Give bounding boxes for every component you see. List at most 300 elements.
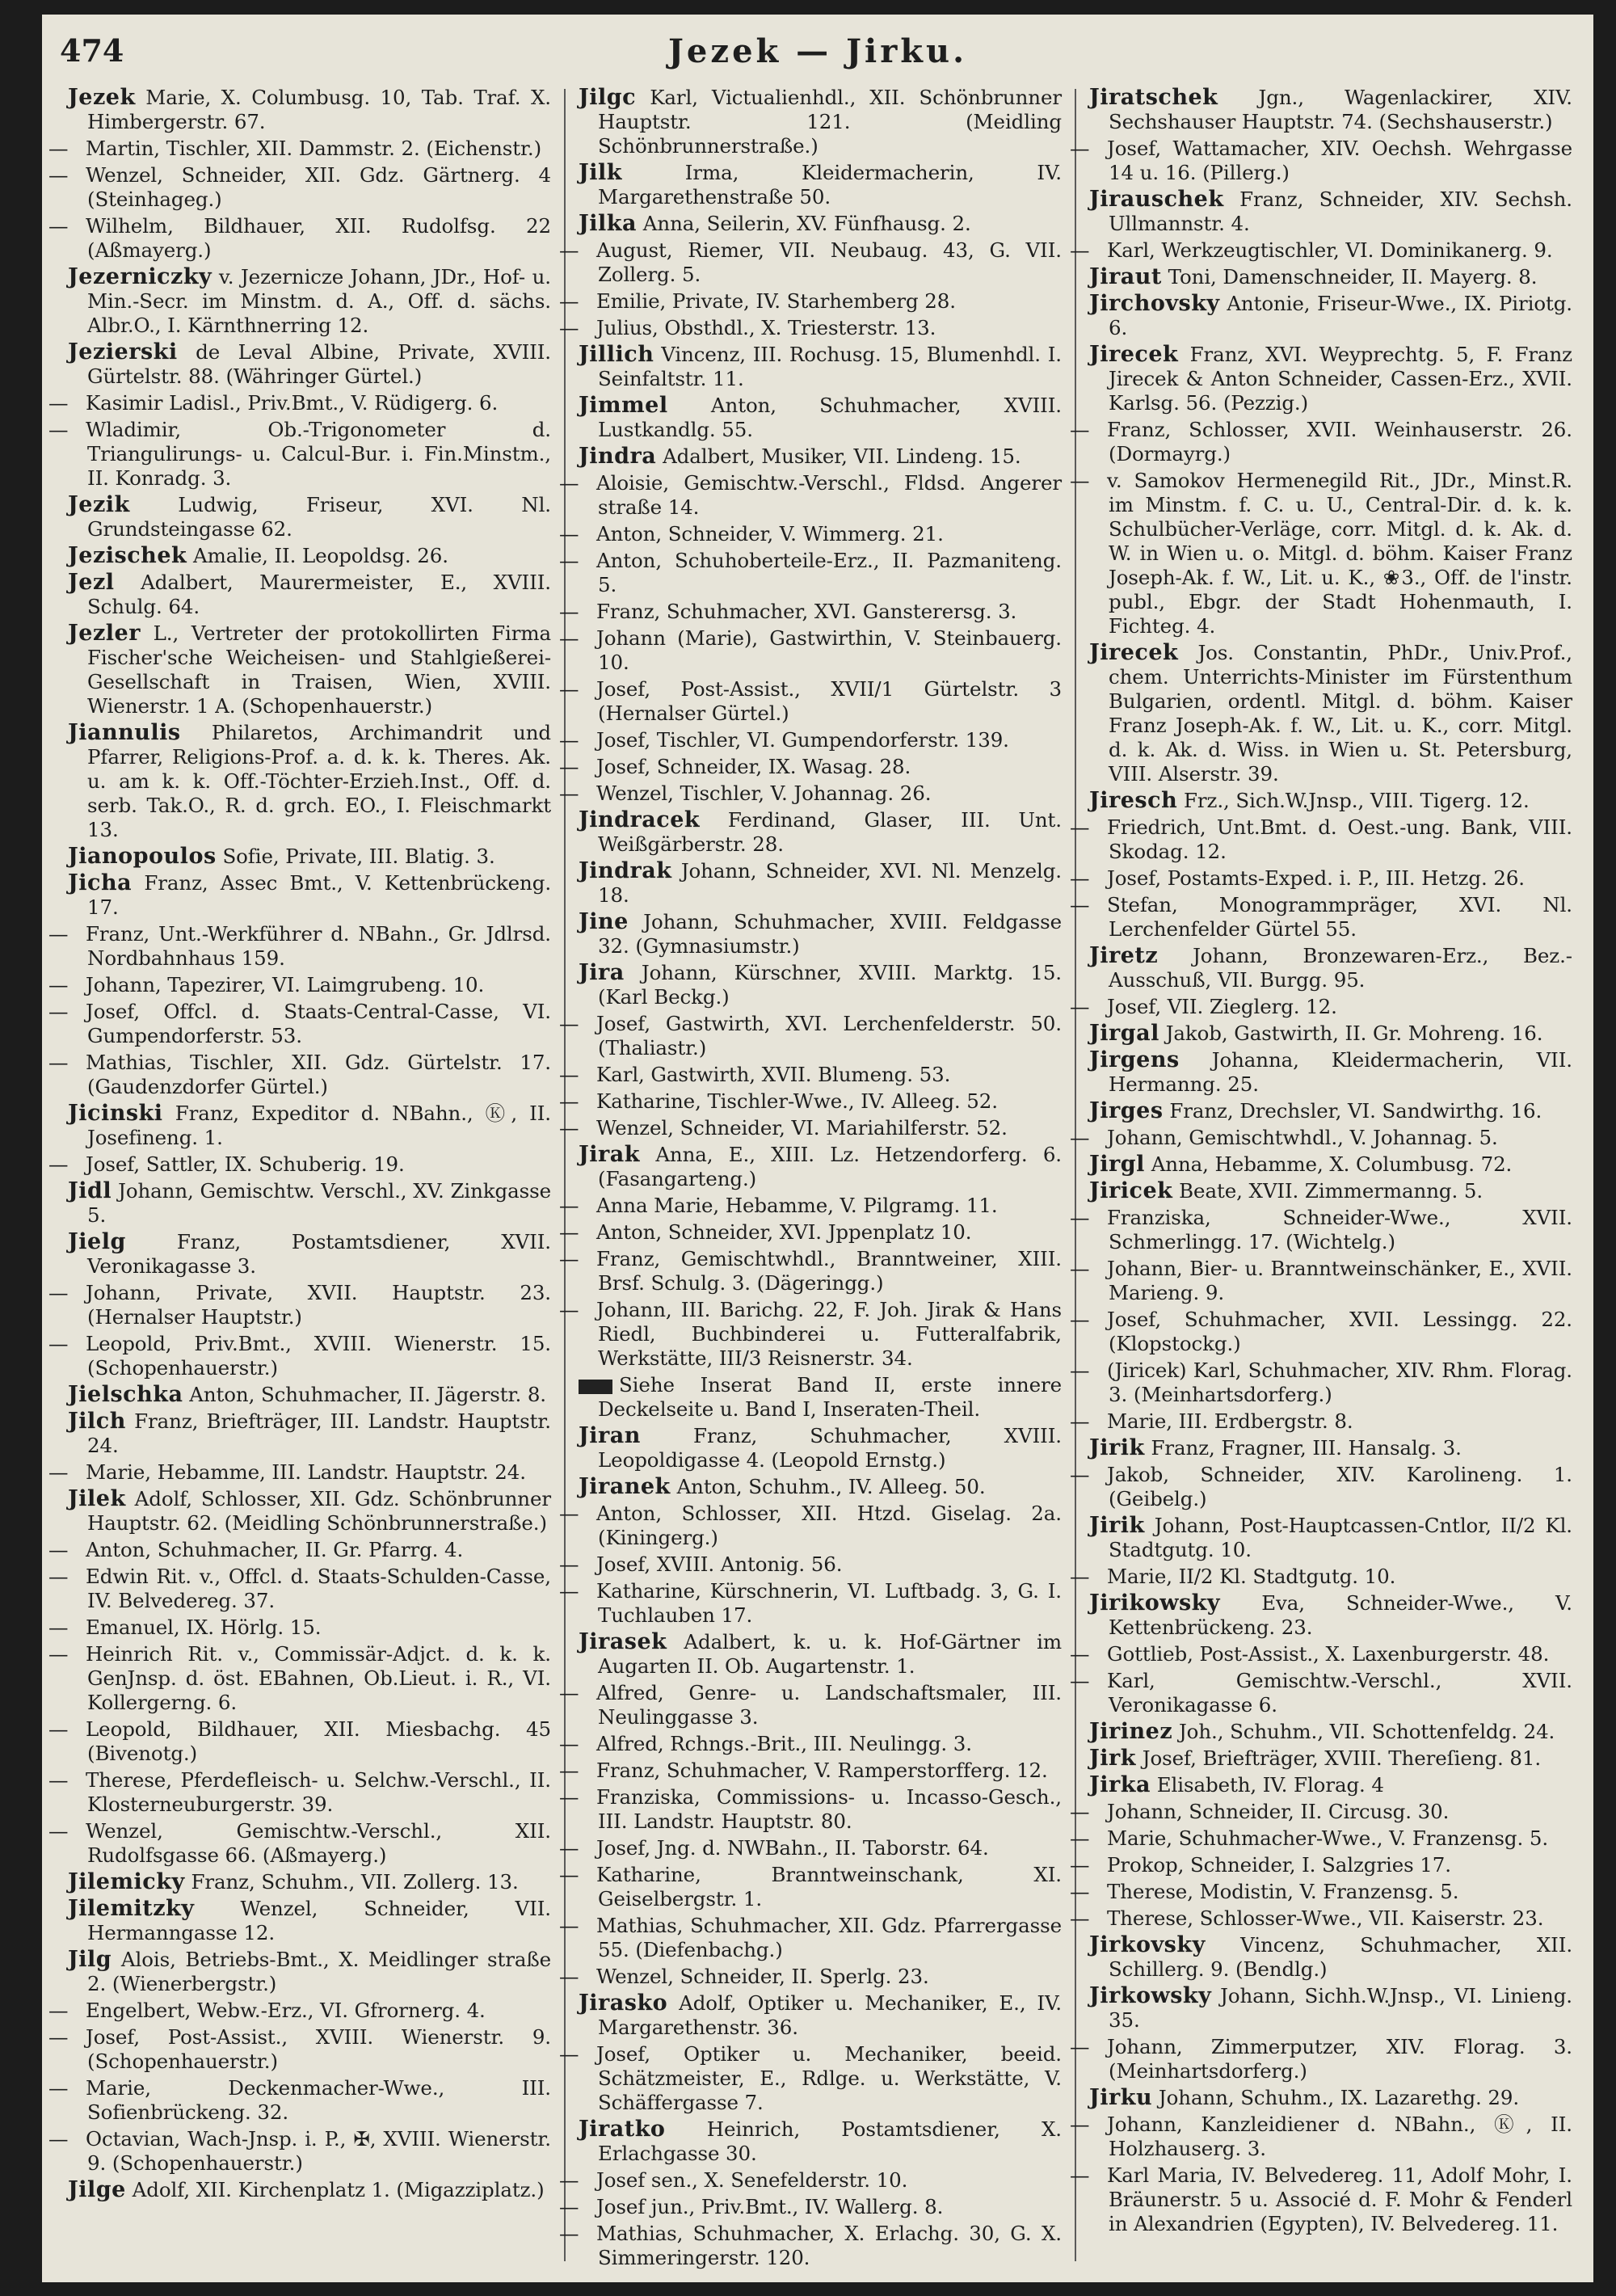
entry-text: Josef, Postamts-Exped. i. P., III. Hetzg. 26. [1107, 866, 1525, 890]
entry-text: Josef, XVIII. Antonig. 56. [596, 1552, 843, 1576]
entry-text: Josef, VII. Zieglerg. 12. [1107, 995, 1337, 1018]
entry-surname: Jiresch [1089, 788, 1178, 813]
directory-subentry [559, 1732, 1062, 1756]
entry-surname: Jindra [579, 444, 657, 469]
directory-subentry [48, 1616, 551, 1640]
entry-text: Irma, Kleidermacherin, IV. Margarethenstraße 50. [598, 161, 1062, 209]
entry-text: Philaretos, Archimandrit und Pfarrer, Religions-Prof. a. d. k. k. Theres. Ak. u. am k. k. Off.-Töchter-Erzieh.Inst., Off. d. serb. Tak.O., R. d. grch. EO., I. Fleischmarkt 13. [87, 721, 551, 841]
entry-text: Engelbert, Webw.-Erz., VI. Gfrornerg. 4. [86, 1999, 486, 2022]
directory-subentry [559, 1965, 1062, 1989]
pointing-hand-icon [579, 1380, 612, 1394]
entry-text: Prokop, Schneider, I. Salzgries 17. [1107, 1853, 1451, 1877]
entry-text: Johann, Schneider, XVI. Nl. Menzelg. 18. [598, 859, 1062, 907]
directory-subentry [559, 1194, 1062, 1218]
ditto-dash: — [1070, 1642, 1090, 1666]
entry-text: Therese, Schlosser-Wwe., VII. Kaiserstr. 23. [1107, 1906, 1544, 1930]
ditto-dash: — [559, 1089, 579, 1113]
entry-text: Johann, Bronzewaren-Erz., Bez.-Ausschuß, VII. Burgg. 95. [1109, 944, 1572, 992]
ditto-dash: — [1070, 893, 1090, 916]
page-number: 474 [60, 32, 124, 69]
entry-surname: Jiannulis [68, 720, 181, 745]
entry-text: Josef, Briefträger, XVIII. Thereſieng. 81. [1142, 1746, 1542, 1770]
directory-entry [68, 845, 551, 869]
entry-surname: Jielg [68, 1229, 126, 1254]
directory-subentry [1070, 2113, 1572, 2161]
entry-text: Vincenz, III. Rochusg. 15, Blumenhdl. I. Seinfaltstr. 11. [598, 343, 1062, 390]
entry-text: Karl, Werkzeugtischler, VI. Dominikanerg. 9. [1107, 238, 1553, 262]
entry-text: Frz., Sich.W.Jnsp., VIII. Tigerg. 12. [1184, 789, 1530, 812]
entry-surname: Jirik [1089, 1513, 1145, 1538]
directory-entry [1089, 1933, 1572, 1982]
entry-text: Josef jun., Priv.Bmt., IV. Wallerg. 8. [596, 2195, 944, 2218]
entry-surname: Jirgl [1089, 1152, 1145, 1177]
directory-entry [579, 961, 1062, 1009]
entry-text: Johann, Schneider, II. Circusg. 30. [1107, 1800, 1450, 1823]
directory-subentry [559, 1116, 1062, 1140]
entry-text: Therese, Pferdefleisch- u. Selchw.-Verschl., II. Klosterneuburgerstr. 39. [86, 1768, 551, 1816]
ditto-dash: — [48, 1999, 69, 2022]
entry-text: Friedrich, Unt.Bmt. d. Oest.-ung. Bank, VIII. Skodag. 12. [1107, 815, 1572, 863]
entry-text: Josef, Wattamacher, XIV. Oechsh. Wehrgasse 14 u. 16. (Pillerg.) [1107, 137, 1572, 184]
directory-subentry [1070, 1126, 1572, 1150]
directory-entry [68, 265, 551, 338]
entry-surname: Jirak [579, 1142, 640, 1167]
entry-text: Marie, Schuhmacher-Wwe., V. Franzensg. 5. [1107, 1826, 1549, 1850]
entry-surname: Jine [579, 909, 629, 934]
directory-entry [68, 871, 551, 920]
entry-text: v. Jezernicze Johann, JDr., Hof- u. Min.-Secr. im Minstm. d. A., Off. d. sächs. Albr.O., I. Kärnthnerring 12. [87, 265, 551, 337]
directory-subentry [1070, 1669, 1572, 1717]
entry-surname: Jilg [68, 1947, 112, 1972]
entry-text: Johann, III. Barichg. 22, F. Joh. Jirak & Hans Riedl, Buchbinderei u. Futteralfabrik, Werkstätte, III/3 Reisnerstr. 34. [596, 1298, 1062, 1370]
directory-entry [1089, 1048, 1572, 1097]
entry-text: Wenzel, Schneider, VI. Mariahilferstr. 52. [596, 1116, 1008, 1140]
entry-surname: Jirkovsky [1089, 1932, 1206, 1957]
entry-surname: Jezl [68, 570, 115, 595]
entry-text: Alfred, Rchngs.-Brit., III. Neulingg. 3. [596, 1732, 972, 1755]
directory-subentry [48, 1152, 551, 1177]
entry-surname: Jilemitzky [68, 1896, 195, 1921]
entry-surname: Jilka [579, 211, 637, 236]
entry-surname: Jianopoulos [68, 844, 217, 869]
directory-subentry [1070, 2163, 1572, 2236]
ditto-dash: — [559, 1785, 579, 1809]
entry-text: Therese, Modistin, V. Franzensg. 5. [1107, 1880, 1459, 1903]
entry-text: Ferdinand, Glaser, III. Unt. Weißgärberstr. 28. [598, 808, 1062, 856]
directory-subentry [1070, 238, 1572, 263]
entry-surname: Jirikowsky [1089, 1590, 1221, 1616]
entry-text: Franz, XVI. Weyprechtg. 5, F. Franz Jirecek & Anton Schneider, Cassen-Erz., XVII. Karlsg. 56. (Pezzig.) [1109, 343, 1572, 415]
directory-entry [68, 1897, 551, 1945]
entry-surname: Jicha [68, 870, 133, 895]
entry-surname: Jirasko [579, 1991, 668, 2016]
ditto-dash: — [559, 1063, 579, 1086]
directory-subentry [1070, 893, 1572, 942]
ditto-dash: — [559, 2042, 579, 2066]
entry-surname: Jiricek [1089, 1178, 1173, 1203]
entry-text: Josef, Optiker u. Mechaniker, beeid. Schätzmeister, E., Rdlge. u. Werkstätte, V. Schäffergasse 7. [596, 2042, 1062, 2114]
entry-text: Octavian, Wach-Jnsp. i. P., ✠, XVIII. Wienerstr. 9. (Schopenhauerstr.) [86, 2127, 551, 2175]
entry-text: Josef, Offcl. d. Staats-Central-Casse, VI. Gumpendorferstr. 53. [86, 1000, 551, 1047]
entry-text: Johann, Kürschner, XVIII. Marktg. 15. (Karl Beckg.) [598, 961, 1062, 1009]
directory-subentry [1070, 418, 1572, 466]
entry-text: Alois, Betriebs-Bmt., X. Meidlinger straße 2. (Wienerbergstr.) [87, 1948, 552, 1995]
directory-column-3 [1070, 85, 1573, 2239]
entry-text: Adalbert, Maurermeister, E., XVIII. Schulg. 64. [87, 571, 551, 618]
entry-text: Heinrich Rit. v., Commissär-Adjct. d. k. k. GenJnsp. d. öst. EBahnen, Ob.Lieut. i. R., VI. Kollergerng. 6. [86, 1642, 551, 1714]
entry-surname: Jirk [1089, 1746, 1136, 1771]
entry-surname: Jezerniczky [68, 264, 213, 289]
entry-surname: Jiratko [579, 2117, 666, 2142]
entry-text: Siehe Inserat Band II, erste innere Deckelseite u. Band I, Inseraten-Theil. [598, 1373, 1062, 1421]
entry-text: Adolf, Optiker u. Mechaniker, E., IV. Margarethenstr. 36. [598, 1991, 1062, 2039]
entry-text: Emilie, Private, IV. Starhemberg 28. [596, 289, 956, 313]
directory-page [42, 15, 1593, 2282]
directory-entry [1089, 2086, 1572, 2110]
ditto-dash: — [559, 781, 579, 805]
directory-entry [1089, 1152, 1572, 1177]
entry-text: Franz, Expeditor d. NBahn., Ⓚ, II. Josefineng. 1. [87, 1102, 551, 1149]
ditto-dash: — [559, 289, 579, 313]
directory-subentry [559, 1012, 1062, 1060]
directory-subentry [559, 1552, 1062, 1577]
directory-subentry [48, 1332, 551, 1380]
directory-subentry [559, 2042, 1062, 2115]
ditto-dash: — [559, 1579, 579, 1603]
directory-subentry [559, 522, 1062, 546]
ditto-dash: — [48, 1152, 69, 1176]
directory-entry [68, 721, 551, 842]
entry-text: Johann (Marie), Gastwirthin, V. Steinbauerg. 10. [596, 626, 1062, 674]
directory-entry [68, 571, 551, 619]
ditto-dash: — [1070, 1308, 1090, 1331]
directory-subentry [48, 1642, 551, 1715]
entry-text: Anton, Schneider, XVI. Jppenplatz 10. [596, 1220, 972, 1244]
ditto-dash: — [1070, 2163, 1090, 2187]
directory-subentry [559, 1220, 1062, 1245]
ditto-dash: — [559, 755, 579, 778]
directory-subentry [48, 1051, 551, 1099]
entry-text: Katharine, Tischler-Wwe., IV. Alleeg. 52. [596, 1089, 998, 1113]
directory-subentry [48, 1281, 551, 1329]
directory-entry [579, 859, 1062, 908]
entry-text: Franz, Unt.-Werkführer d. NBahn., Gr. Jdlrsd. Nordbahnhaus 159. [86, 922, 551, 970]
entry-text: Franz, Assec Bmt., V. Kettenbrückeng. 17. [87, 871, 552, 919]
ditto-dash: — [559, 1116, 579, 1140]
entry-text: Franz, Schuhmacher, V. Ramperstorfferg. 12. [596, 1759, 1048, 1782]
directory-subentry [48, 2076, 551, 2125]
entry-text: Karl, Victualienhdl., XII. Schönbrunner Hauptstr. 121. (Meidling Schönbrunnerstraße.) [598, 86, 1062, 158]
directory-subentry [559, 316, 1062, 340]
entry-text: Johann, Gemischtwhdl., V. Johannag. 5. [1107, 1126, 1498, 1149]
ditto-dash: — [48, 137, 69, 160]
entry-text: Johann, Tapezirer, VI. Laimgrubeng. 10. [86, 973, 485, 996]
directory-subentry [559, 549, 1062, 597]
entry-text: Wenzel, Schneider, VII. Hermanngasse 12. [87, 1897, 551, 1944]
entry-text: Anton, Schuhmacher, II. Jägerstr. 8. [189, 1383, 546, 1406]
entry-text: Johanna, Kleidermacherin, VII. Hermanng. 25. [1109, 1048, 1572, 1096]
directory-subentry [559, 1836, 1062, 1860]
directory-subentry [48, 1819, 551, 1868]
directory-entry [1089, 1022, 1572, 1046]
entry-text: Adalbert, Musiker, VII. Lindeng. 15. [663, 444, 1021, 468]
entry-text: Anton, Schuhmacher, II. Gr. Pfarrg. 4. [86, 1538, 464, 1561]
ditto-dash: — [559, 1220, 579, 1244]
entry-surname: Jezik [68, 492, 130, 517]
directory-entry [1089, 343, 1572, 415]
entry-text: Mathias, Tischler, XII. Gdz. Gürtelstr. 17. (Gaudenzdorfer Gürtel.) [86, 1051, 551, 1098]
directory-subentry [1070, 815, 1572, 864]
entry-text: Johann, Schuhmacher, XVIII. Feldgasse 32. (Gymnasiumstr.) [598, 910, 1062, 958]
ditto-dash: — [48, 2127, 69, 2151]
entry-surname: Jezler [68, 621, 141, 646]
entry-surname: Jirik [1089, 1435, 1145, 1460]
entry-text: Karl, Gemischtw.-Verschl., XVII. Veronikagasse 6. [1107, 1669, 1572, 1717]
directory-entry [1089, 265, 1572, 289]
entry-surname: Jirauschek [1089, 187, 1224, 212]
ditto-dash: — [1070, 1206, 1090, 1229]
entry-text: Toni, Damenschneider, II. Mayerg. 8. [1168, 265, 1538, 289]
directory-subentry [1070, 1906, 1572, 1931]
directory-subentry [48, 1717, 551, 1766]
ditto-dash: — [1070, 1800, 1090, 1823]
directory-entry [1089, 1436, 1572, 1460]
entry-surname: Jirinez [1089, 1719, 1173, 1744]
ditto-dash: — [559, 471, 579, 495]
ditto-dash: — [559, 2222, 579, 2245]
entry-text: Mathias, Schuhmacher, XII. Gdz. Pfarrergasse 55. (Diefenbachg.) [596, 1914, 1062, 1961]
entry-text: Elisabeth, IV. Florag. 4 [1156, 1773, 1384, 1797]
entry-text: Wenzel, Tischler, V. Johannag. 26. [596, 781, 932, 805]
ditto-dash: — [559, 1732, 579, 1755]
entry-text: Vincenz, Schuhmacher, XII. Schillerg. 9. (Bendlg.) [1109, 1933, 1573, 1981]
entry-surname: Jezischek [68, 543, 187, 568]
entry-surname: Jirkowsky [1089, 1983, 1212, 2008]
entry-text: Franz, Schneider, XIV. Sechsh. Ullmannstr. 4. [1109, 187, 1572, 235]
directory-entry [579, 86, 1062, 158]
entry-surname: Jilgc [579, 85, 637, 110]
ditto-dash: — [559, 2195, 579, 2218]
directory-subentry [1070, 1826, 1572, 1851]
entry-surname: Jilk [579, 160, 622, 185]
entry-text: Anna, E., XIII. Lz. Hetzendorferg. 6. (Fasangarteng.) [598, 1143, 1062, 1190]
directory-subentry [559, 1759, 1062, 1783]
entry-text: Josef, Schneider, IX. Wasag. 28. [596, 755, 911, 778]
ditto-dash: — [1070, 1257, 1090, 1280]
column-divider [1075, 89, 1076, 2261]
entry-surname: Jindracek [579, 807, 701, 832]
ditto-dash: — [559, 522, 579, 546]
entry-text: Gottlieb, Post-Assist., X. Laxenburgerstr. 48. [1107, 1642, 1550, 1666]
directory-subentry [1070, 1463, 1572, 1511]
entry-text: Karl Maria, IV. Belvedereg. 11, Adolf Mohr, I. Bräunerstr. 5 u. Associé d. F. Mohr & Fenderl in Alexandrien (Egypten), IV. Belvedereg. 11. [1107, 2163, 1572, 2235]
directory-subentry [1070, 1206, 1572, 1254]
entry-text: Emanuel, IX. Hörlg. 15. [86, 1616, 322, 1639]
directory-entry [1089, 1720, 1572, 1744]
directory-entry [579, 343, 1062, 391]
entry-text: Marie, Hebamme, III. Landstr. Hauptstr. 24. [86, 1460, 526, 1484]
entry-surname: Jiraut [1089, 264, 1162, 289]
directory-entry [579, 1991, 1062, 2040]
ditto-dash: — [559, 549, 579, 572]
entry-surname: Jirgal [1089, 1021, 1159, 1046]
directory-subentry [559, 1785, 1062, 1834]
directory-subentry [48, 922, 551, 971]
entry-text: Josef, Post-Assist., XVIII. Wienerstr. 9. (Schopenhauerstr.) [86, 2025, 551, 2073]
entry-text: v. Samokov Hermenegild Rit., JDr., Minst.R. im Minstm. f. C. u. U., Central-Dir. d. k. k. Schulbücher-Verläge, corr. Mitgl. d. k. Ak. d. W. in Wien u. o. Mitgl. d. böhm. Kaiser Franz Joseph-Ak. f. W., Lit. u. K., ❀3., Off. de l'instr. publ., Ebgr. der Stadt Hohenmauth, I. Fichteg. 4. [1107, 469, 1572, 638]
ditto-dash: — [48, 2025, 69, 2049]
ditto-dash: — [559, 1836, 579, 1860]
ditto-dash: — [1070, 137, 1090, 160]
entry-text: Johann, Post-Hauptcassen-Cntlor, II/2 Kl. Stadtgutg. 10. [1109, 1514, 1572, 1561]
entry-text: Karl, Gastwirth, XVII. Blumeng. 53. [596, 1063, 951, 1086]
directory-subentry [559, 2195, 1062, 2219]
entry-text: de Leval Albine, Private, XVIII. Gürtelstr. 88. (Währinger Gürtel.) [87, 340, 551, 388]
directory-entry [68, 1383, 551, 1407]
entry-text: Jakob, Gastwirth, II. Gr. Mohreng. 16. [1165, 1022, 1543, 1045]
ditto-dash: — [1070, 1565, 1090, 1588]
entry-text: Franz, Fragner, III. Hansalg. 3. [1151, 1436, 1462, 1460]
entry-text: Edwin Rit. v., Offcl. d. Staats-Schulden-Casse, IV. Belvedereg. 37. [86, 1565, 551, 1612]
directory-subentry [1070, 995, 1572, 1019]
directory-subentry [48, 137, 551, 161]
directory-entry [1089, 86, 1572, 134]
ditto-dash: — [48, 1616, 69, 1639]
directory-subentry [559, 1298, 1062, 1371]
entry-surname: Jirges [1089, 1098, 1164, 1123]
directory-entry [579, 808, 1062, 857]
ditto-dash: — [559, 600, 579, 623]
directory-subentry [1070, 1257, 1572, 1305]
ditto-dash: — [1070, 2113, 1090, 2136]
entry-surname: Jirgens [1089, 1047, 1180, 1072]
directory-subentry [559, 1063, 1062, 1087]
ditto-dash: — [1070, 1853, 1090, 1877]
directory-entry [1089, 187, 1572, 236]
ditto-dash: — [559, 316, 579, 339]
ditto-dash: — [1070, 1906, 1090, 1930]
entry-text: Franz, Schuhmacher, XVIII. Leopoldigasse 4. (Leopold Ernstg.) [598, 1424, 1062, 1472]
entry-text: Antonie, Friseur-Wwe., IX. Piriotg. 6. [1109, 292, 1572, 339]
entry-surname: Jicinski [68, 1101, 163, 1126]
entry-text: Johann, Bier- u. Branntweinschänker, E., XVII. Marieng. 9. [1107, 1257, 1572, 1304]
ditto-dash: — [559, 1914, 579, 1937]
entry-text: Anna, Hebamme, X. Columbusg. 72. [1151, 1152, 1513, 1176]
ditto-dash: — [559, 1759, 579, 1782]
entry-surname: Jilch [68, 1409, 126, 1434]
directory-entry [1089, 1179, 1572, 1203]
entry-text: Anton, Schuhmacher, XVIII. Lustkandlg. 55. [598, 394, 1062, 441]
directory-subentry [48, 973, 551, 997]
entry-surname: Jirchovsky [1089, 291, 1220, 316]
entry-surname: Jirku [1089, 2085, 1153, 2110]
entry-text: Kasimir Ladisl., Priv.Bmt., V. Rüdigerg. 6. [86, 391, 499, 415]
entry-text: Sofie, Private, III. Blatig. 3. [222, 845, 495, 868]
directory-entry [1089, 789, 1572, 813]
ditto-dash: — [559, 238, 579, 262]
directory-entry [579, 1143, 1062, 1191]
entry-text: Adolf, XII. Kirchenplatz 1. (Migazziplatz.) [132, 2178, 545, 2201]
ditto-dash: — [48, 1051, 69, 1074]
ditto-dash: — [1070, 2035, 1090, 2058]
ditto-dash: — [559, 1681, 579, 1704]
entry-text: Anna, Seilerin, XV. Fünfhausg. 2. [642, 212, 971, 235]
directory-entry [68, 1102, 551, 1150]
directory-subentry [48, 1538, 551, 1562]
ditto-dash: — [48, 1000, 69, 1023]
directory-subentry [1070, 1880, 1572, 1904]
ditto-dash: — [559, 2168, 579, 2192]
directory-entry [68, 1487, 551, 1536]
entry-text: Alfred, Genre- u. Landschaftsmaler, III. Neulinggasse 3. [596, 1681, 1062, 1729]
page-header [42, 32, 1593, 81]
entry-surname: Jezierski [68, 339, 178, 364]
ditto-dash: — [1070, 238, 1090, 262]
directory-entry [1089, 1591, 1572, 1640]
ditto-dash: — [559, 626, 579, 650]
directory-entry [68, 1948, 551, 1996]
directory-entry [68, 1179, 551, 1228]
entry-text: Franz, Briefträger, III. Landstr. Hauptstr. 24. [87, 1409, 551, 1457]
entry-surname: Jirecek [1089, 640, 1179, 665]
entry-text: Franz, Gemischtwhdl., Branntweiner, XIII. Brsf. Schulg. 3. (Dägeringg.) [596, 1247, 1062, 1295]
directory-subentry [1070, 1409, 1572, 1434]
entry-text: Johann, Sichh.W.Jnsp., VI. Linieng. 35. [1109, 1984, 1572, 2032]
entry-text: Wenzel, Schneider, II. Sperlg. 23. [596, 1965, 929, 1988]
entry-text: Jos. Constantin, PhDr., Univ.Prof., chem. Unterrichts-Minister im Fürstenthum Bulgarien, ordentl. Mitgl. d. böhm. Kaiser Franz Joseph-Ak. f. W., Lit. u. K., corr. Mitgl. d. k. Ak. d. Wiss. in Wien u. St. Petersburg, VIII. Alserstr. 39. [1109, 641, 1572, 786]
entry-surname: Jindrak [579, 858, 672, 883]
directory-entry [1089, 944, 1572, 992]
directory-subentry [559, 1681, 1062, 1729]
directory-subentry [1070, 1565, 1572, 1589]
directory-subentry [48, 214, 551, 263]
entry-text: Wladimir, Ob.-Trigonometer d. Triangulirungs- u. Calcul-Bur. i. Fin.Minstm., II. Konradg. 3. [86, 418, 551, 490]
directory-subentry [48, 418, 551, 491]
entry-text: Johann, Gemischtw. Verschl., XV. Zinkgasse 5. [87, 1179, 551, 1227]
directory-subentry [1070, 1853, 1572, 1877]
directory-subentry [1070, 1642, 1572, 1666]
ditto-dash: — [48, 973, 69, 996]
entry-surname: Jiretz [1089, 943, 1159, 968]
directory-entry [68, 493, 551, 541]
ditto-dash: — [1070, 995, 1090, 1018]
entry-text: Jgn., Wagenlackirer, XIV. Sechshauser Hauptstr. 74. (Sechshauserstr.) [1109, 86, 1572, 133]
entry-text: Johann, Schuhm., IX. Lazarethg. 29. [1158, 2086, 1520, 2109]
entry-text: Jakob, Schneider, XIV. Karolineng. 1. (Geibelg.) [1107, 1463, 1572, 1510]
directory-subentry [559, 600, 1062, 624]
ditto-dash: — [1070, 469, 1090, 492]
directory-subentry [559, 2168, 1062, 2193]
entry-text: Wenzel, Gemischtw.-Verschl., XII. Rudolfsgasse 66. (Aßmayerg.) [86, 1819, 551, 1867]
entry-text: (Jiricek) Karl, Schuhmacher, XIV. Rhm. Florag. 3. (Meinhartsdorferg.) [1107, 1359, 1572, 1406]
ditto-dash: — [48, 1332, 69, 1355]
ditto-dash: — [559, 677, 579, 701]
ditto-dash: — [48, 1565, 69, 1588]
ditto-dash: — [1070, 1826, 1090, 1850]
ditto-dash: — [48, 391, 69, 415]
directory-entry [1089, 1984, 1572, 2033]
ditto-dash: — [559, 1298, 579, 1321]
directory-entry [579, 161, 1062, 209]
entry-text: Franz, Schuhm., VII. Zollerg. 13. [191, 1870, 519, 1894]
ditto-dash: — [48, 1768, 69, 1792]
directory-entry [1089, 1746, 1572, 1771]
ditto-dash: — [1070, 1359, 1090, 1382]
directory-subentry [48, 1768, 551, 1817]
entry-text: Franziska, Schneider-Wwe., XVII. Schmerlingg. 17. (Wichtelg.) [1107, 1206, 1572, 1253]
ditto-dash: — [1070, 1409, 1090, 1433]
directory-entry [68, 544, 551, 568]
